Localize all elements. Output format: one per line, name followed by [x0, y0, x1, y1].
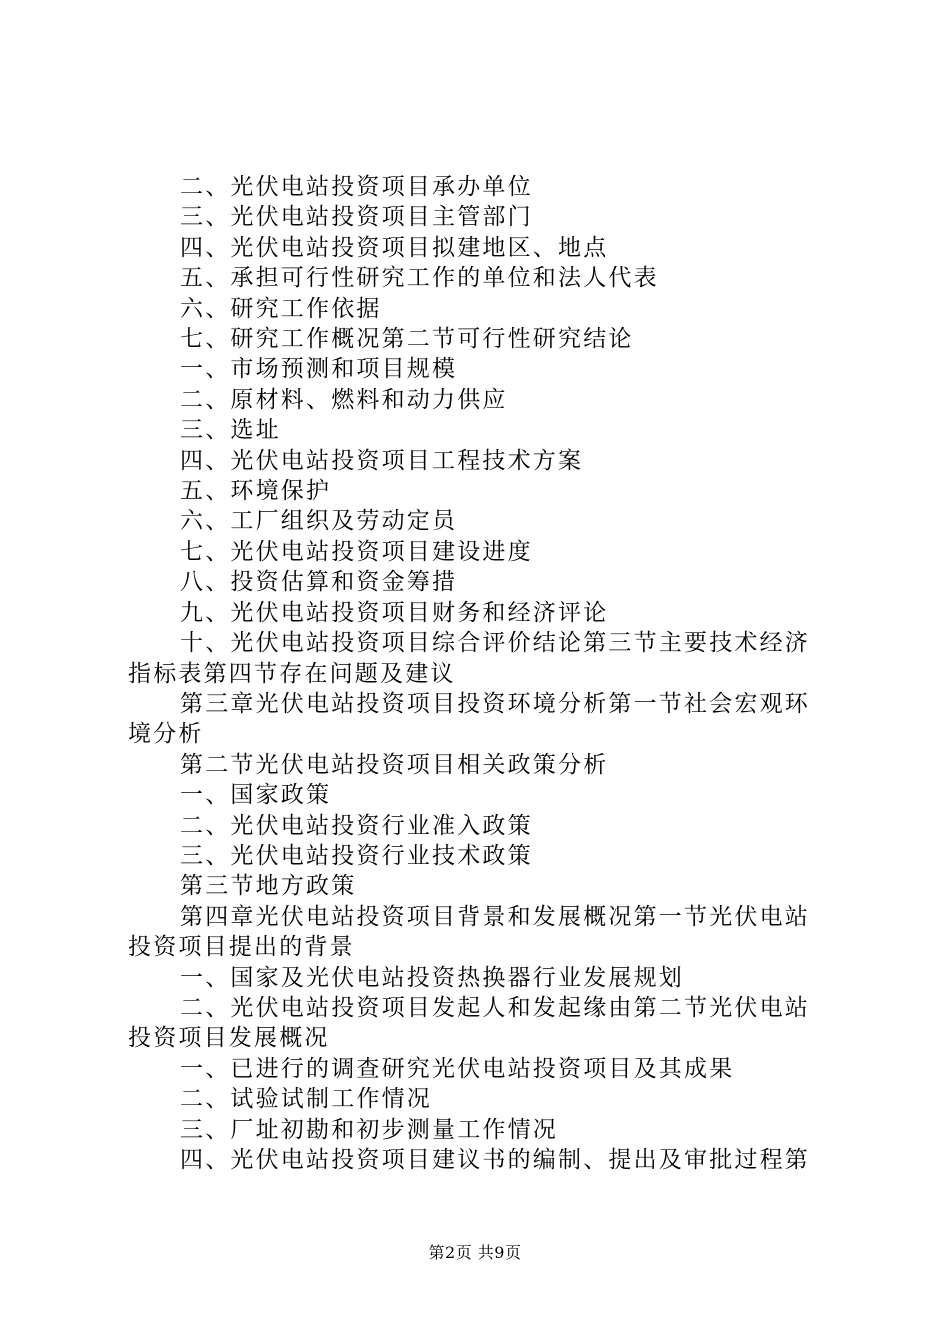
text-line: 六、工厂组织及劳动定员: [180, 508, 458, 535]
text-line: 三、厂址初勘和初步测量工作情况: [180, 1116, 558, 1143]
text-line: 三、选址: [180, 417, 281, 444]
text-line: 三、光伏电站投资行业技术政策: [180, 842, 533, 869]
document-body: [128, 172, 833, 1175]
text-line: 五、承担可行性研究工作的单位和法人代表: [180, 265, 659, 292]
text-line: 二、原材料、燃料和动力供应: [180, 386, 508, 413]
chapter-heading: 第三章光伏电站投资项目投资环境分析第一节社会宏观环境分析: [128, 690, 810, 748]
text-line: 二、光伏电站投资行业准入政策: [180, 812, 533, 839]
chapter-heading: 第四章光伏电站投资项目背景和发展概况第一节光伏电站投资项目提出的背景: [128, 903, 810, 961]
page-number-footer: 第2页 共9页: [428, 1243, 522, 1262]
text-line: 七、光伏电站投资项目建设进度: [180, 538, 533, 565]
text-line: 四、光伏电站投资项目工程技术方案: [180, 447, 584, 474]
text-line: 三、光伏电站投资项目主管部门: [180, 204, 533, 231]
section-heading: 第三节地方政策: [180, 873, 357, 900]
text-line: 一、市场预测和项目规模: [180, 356, 458, 383]
text-line: 二、试验试制工作情况: [180, 1086, 432, 1113]
text-line: 一、国家政策: [180, 782, 332, 809]
text-line: 一、国家及光伏电站投资热换器行业发展规划: [180, 964, 684, 991]
text-paragraph: 二、光伏电站投资项目发起人和发起缘由第二节光伏电站投资项目发展概况: [128, 994, 810, 1052]
text-line: 四、光伏电站投资项目拟建地区、地点: [180, 234, 609, 261]
text-line: 六、研究工作依据: [180, 295, 382, 322]
section-heading: 第二节光伏电站投资项目相关政策分析: [180, 751, 609, 778]
text-line: 九、光伏电站投资项目财务和经济评论: [180, 599, 609, 626]
text-line: 一、已进行的调查研究光伏电站投资项目及其成果: [180, 1055, 735, 1082]
text-line: 五、环境保护: [180, 478, 332, 505]
text-line: 八、投资估算和资金筹措: [180, 569, 458, 596]
text-line: 七、研究工作概况第二节可行性研究结论: [180, 326, 634, 353]
text-paragraph: 十、光伏电站投资项目综合评价结论第三节主要技术经济指标表第四节存在问题及建议: [128, 630, 810, 687]
text-line: 四、光伏电站投资项目建议书的编制、提出及审批过程第: [180, 1147, 810, 1173]
text-line: 二、光伏电站投资项目承办单位: [180, 174, 533, 200]
